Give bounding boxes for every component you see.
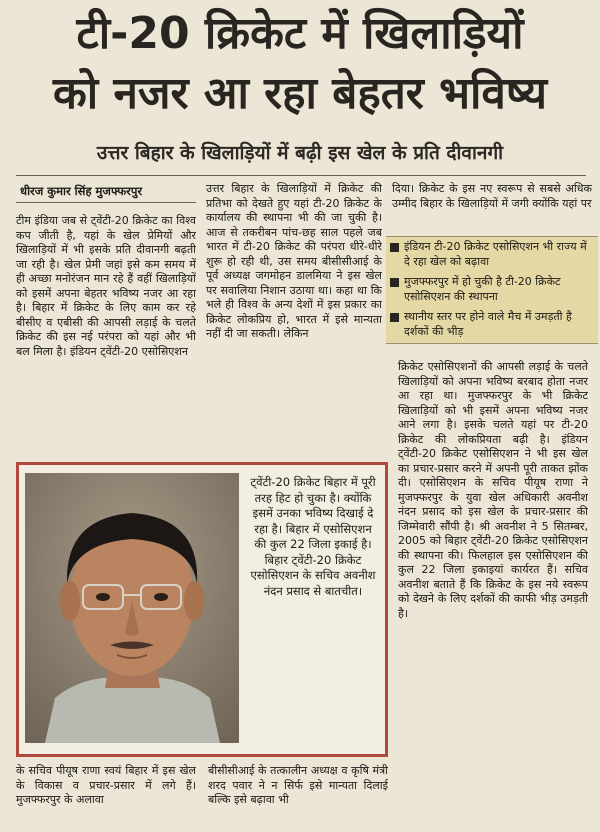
bullet-square-icon (390, 243, 399, 252)
column-3-main-text: क्रिकेट एसोसिएशनों की आपसी लड़ाई के चलते खिलाड़ियों को अपना भविष्य बरबाद होता नजर आ रहा था। मुजफ्फरपुर के भी क्रिकेट खिलाड़ियों को भी इसमें अपना भविष्य नजर आने लगा है। इसके चलते यहां पर टी-20 क्रिकेट की लोकप्रियता बढ़ी है। इंडियन ट्वेंटी-20 क्रिकेट एसोसिएशन ने भी इस खेल का प्रचार-प्रसार करने में अपनी पूरी ताकत झोंक दी। एसोसिएशन के सचिव पीयूष राणा ने मुजफ्फरपुर के युवा खेल अधिकारी अवनीश नंदन प्रसाद को इस खेल के प्रचार-प्रसार की जिम्मेवारी सौंपी है। श्री अवनीश ने 5 सितम्बर, 2005 को बिहार ट्वेंटी-20 क्रिकेट एसोसिएशन की स्थापना की। फिलहाल इस एसोसिएशन की कुल 22 जिला इकाइयां कार्यरत हैं। सचिव अवनीश बताते हैं कि क्रिकेट के इस नये स्वरूप को देखने के लिए दर्शकों की काफी भीड़ उमड़ती है। (398, 360, 588, 620)
headline-line-1: टी-20 क्रिकेट में खिलाड़ियों (76, 8, 524, 59)
column-2-text: उत्तर बिहार के खिलाड़ियों में क्रिकेट की प्रतिभा को देखते हुए यहां टी-20 क्रिकेट के कार्यालय की स्थापना भी की जा चुकी है। आज से तकरीबन पांच-छह साल पहले जब भारत में टी-20 क्रिकेट की परंपरा धीरे-धीरे शुरू हो रही थी, उस समय बीसीसीआई के पूर्व अध्यक्ष जगमोहन डालमिया ने इस खेल पर सवालिया निशान उठाया था। कहा था कि भले ही विश्व के अन्य देशों में इस प्रकार का क्रिकेट लोकप्रिय हो, भारत में इसे मान्यता नहीं दी जा सकती। लेकिन (206, 182, 382, 340)
portrait-photo (25, 473, 239, 743)
highlight-text: मुजफ्फरपुर में हो चुकी है टी-20 क्रिकेट एसोसिएशन की स्थापना (404, 275, 561, 303)
column-3-top-text: दिया। क्रिकेट के इस नए स्वरूप से सबसे अधिक उम्मीद बिहार के खिलाड़ियों में जगी क्योंकि यहां पर (392, 182, 592, 210)
divider-rule (16, 175, 586, 176)
byline-rule (16, 202, 196, 203)
highlight-item (388, 240, 596, 269)
photo-panel (16, 462, 388, 757)
subheadline: उत्तर बिहार के खिलाड़ियों में बढ़ी इस खेल के प्रति दीवानगी (96, 142, 504, 164)
byline: धीरज कुमार सिंह मुजफ्फरपुर (20, 184, 143, 198)
highlight-item (388, 310, 596, 339)
bottom-left-text: के सचिव पीयूष राणा स्वयं बिहार में इस खेल के विकास व प्रचार-प्रसार में लगे हैं। मुजफ्फरपुर के अलावा (16, 764, 196, 806)
column-1-text: टीम इंडिया जब से ट्वेंटी-20 क्रिकेट का विश्व कप जीती है, यहां के खेल प्रेमियों और खिलाड़ियों में भी इसके प्रति दीवानगी बढ़ती जा रही है। खेल प्रेमी जहां इसे कम समय में ही अच्छा मनोरंजन मान रहे हैं वहीं खिलाड़ियों को इसमें अपना बेहतर भविष्य नजर आ रहा है। बिहार में क्रिकेट के लिए काम कर रहे बीसीए व एबीसी की आपसी लड़ाई के चलते क्रिकेट की इस नई परंपरा को यहां और भी बल मिला है। इंडियन ट्वेंटी-20 एसोसिएशन (16, 214, 196, 358)
highlight-text: इंडियन टी-20 क्रिकेट एसोसिएशन भी राज्य में दे रहा खेल को बढ़ावा (404, 240, 587, 268)
bullet-square-icon (390, 278, 399, 287)
highlight-text: स्थानीय स्तर पर होने वाले मैच में उमड़ती है दर्शकों की भीड़ (404, 310, 572, 338)
highlights-box (386, 236, 598, 344)
bottom-middle-text: बीसीसीआई के तत्कालीन अध्यक्ष व कृषि मंत्री शरद पवार ने न सिर्फ इसे मान्यता दिलाई बल्कि इसे बढ़ावा भी (208, 764, 388, 806)
highlight-item (388, 275, 596, 304)
bullet-square-icon (390, 313, 399, 322)
portrait-image (25, 473, 239, 743)
photo-caption: ट्वेंटी-20 क्रिकेट बिहार में पूरी तरह हिट हो चुका है। क्योंकि इसमें उनका भविष्य दिखाई दे रहा है। बिहार में एसोसिएशन की कुल 22 जिला इकाई है। बिहार ट्वेंटी-20 क्रिकेट एसोसिएशन के सचिव अवनीश नंदन प्रसाद से बातचीत। (250, 475, 376, 598)
headline-line-2: को नजर आ रहा बेहतर भविष्य (52, 68, 548, 119)
